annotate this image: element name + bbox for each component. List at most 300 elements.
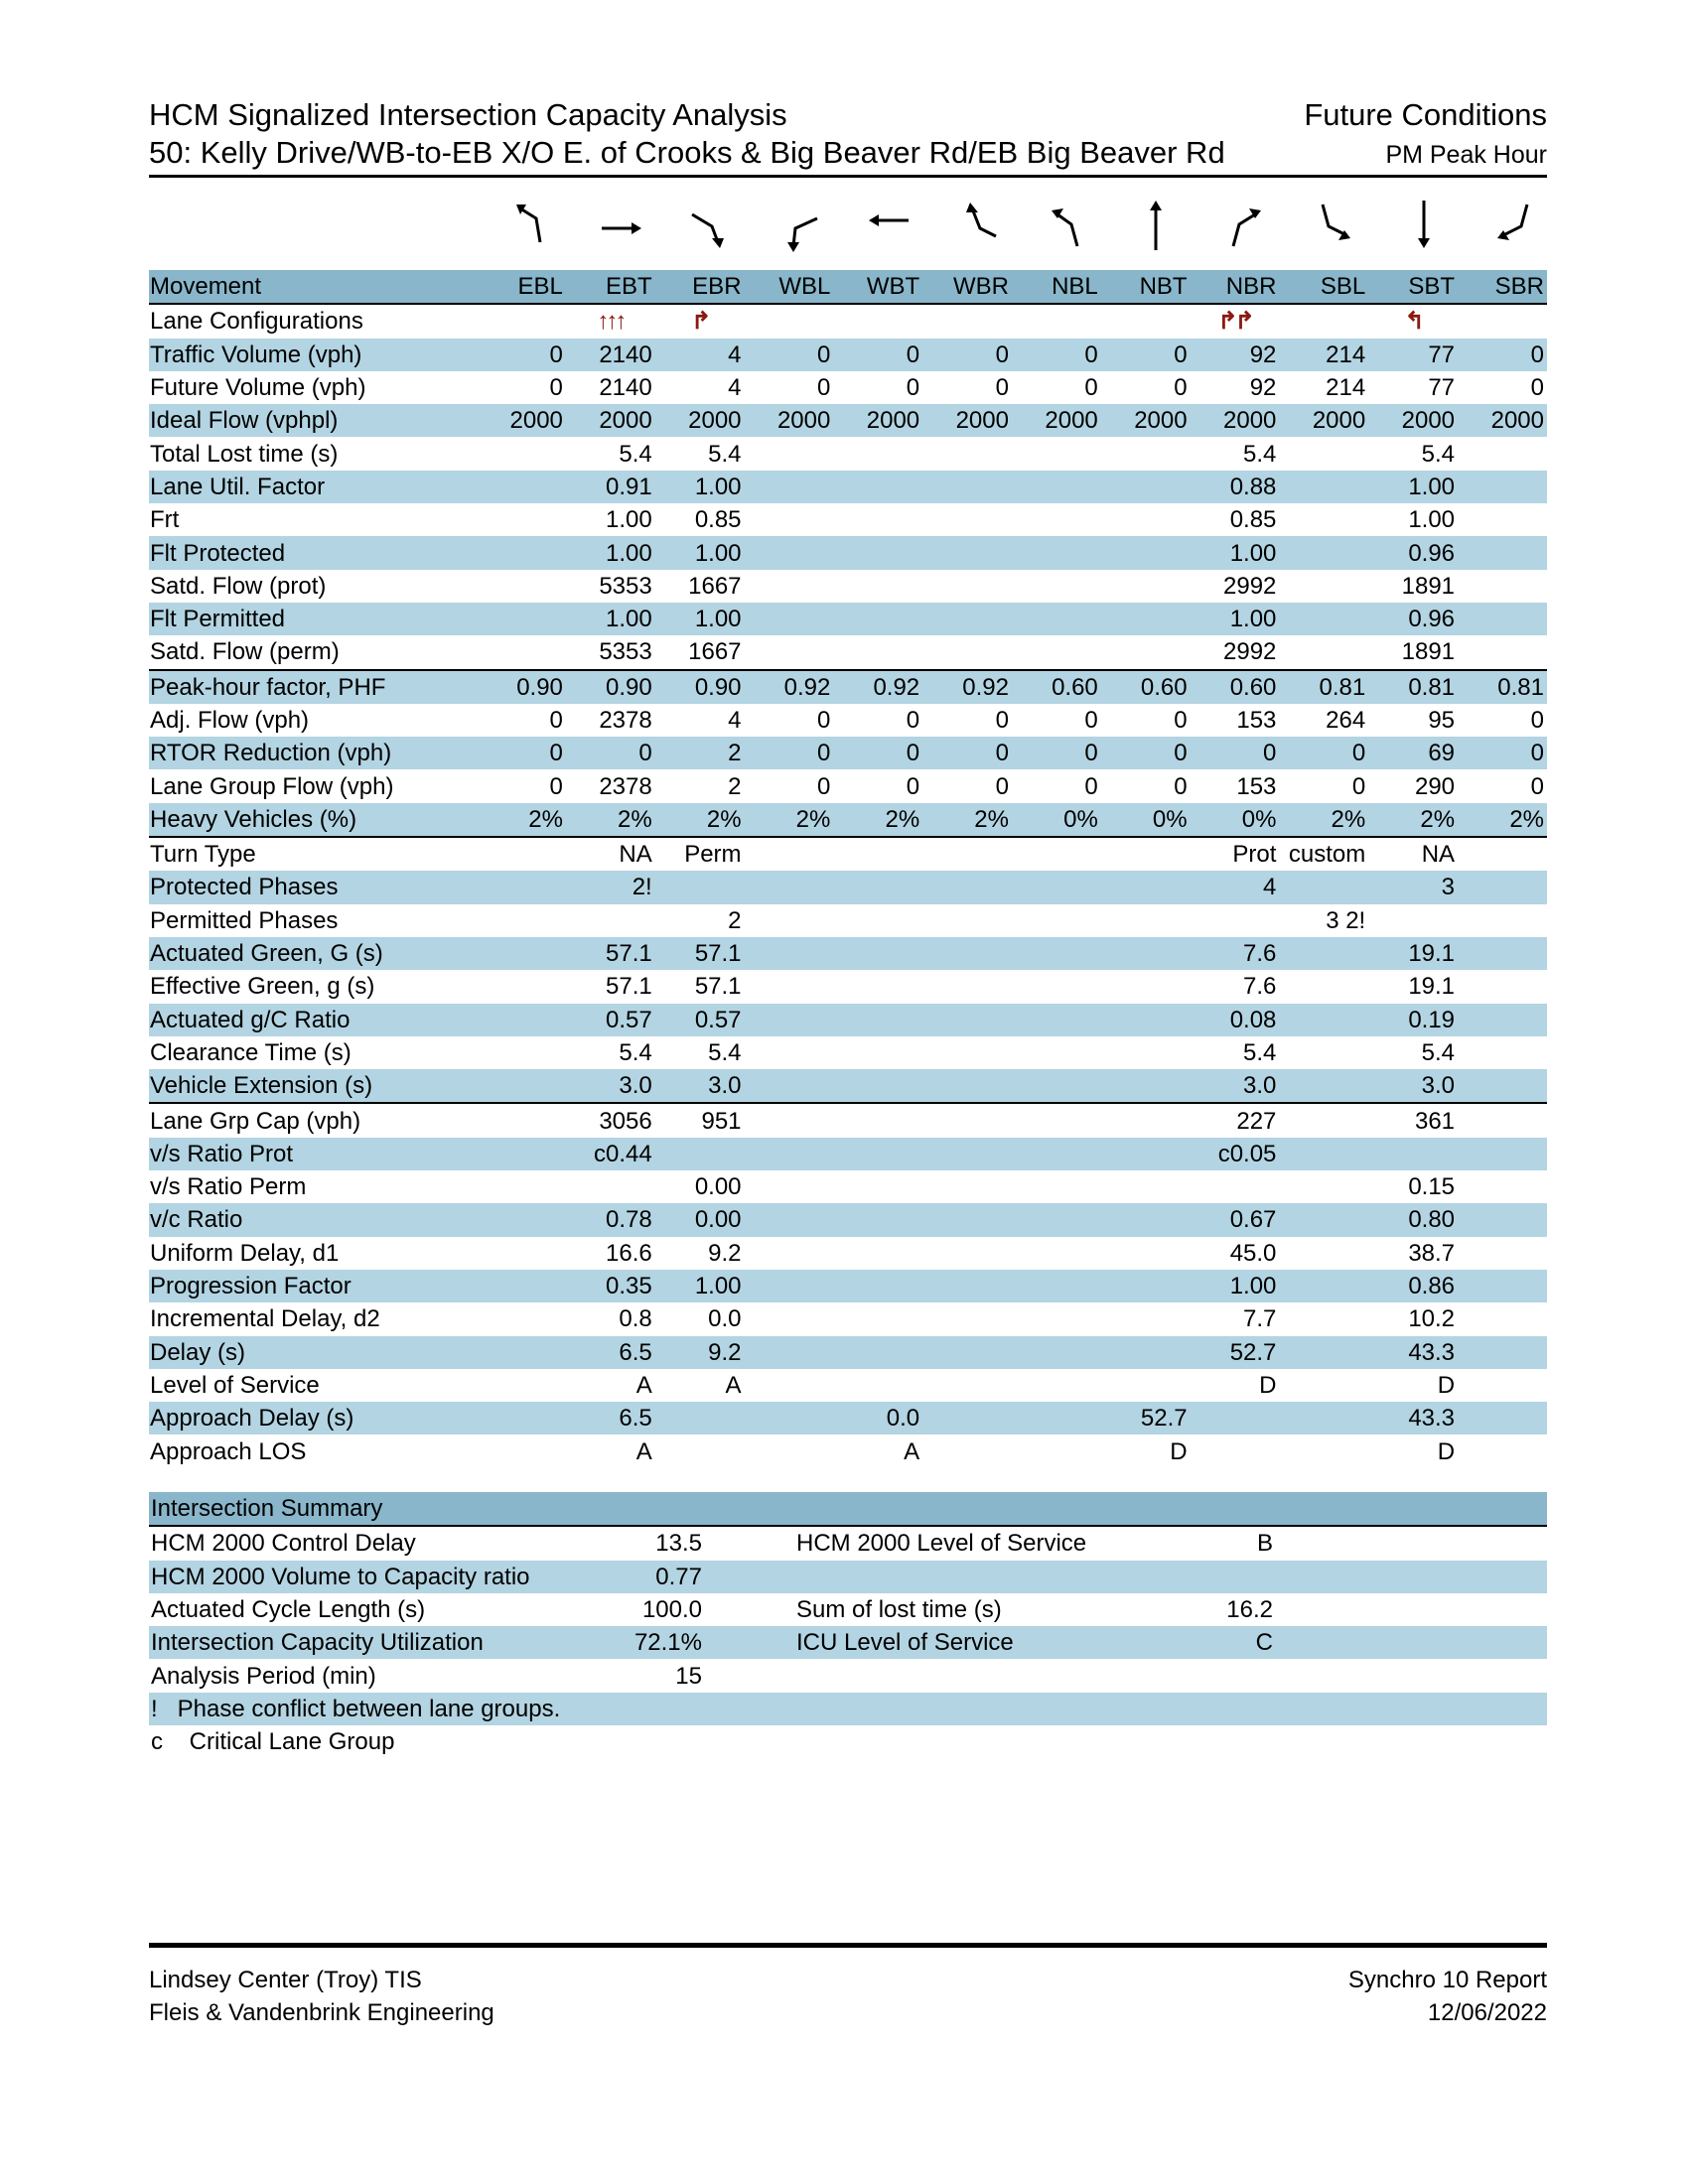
table-cell: 2992 (1223, 572, 1277, 600)
table-cell (1101, 1138, 1191, 1170)
table-cell (1012, 603, 1101, 635)
movement-header: SBL (1279, 270, 1368, 304)
table-cell: 69 (1368, 737, 1458, 769)
table-cell: 2% (1279, 803, 1368, 837)
table-cell (833, 1036, 922, 1069)
lane-config-icon: ↰ (1404, 308, 1422, 336)
table-cell: 7.7 (1243, 1305, 1277, 1333)
table-cell: 5.4 (619, 440, 652, 468)
lost-time-label: Sum of lost time (s) (796, 1596, 1002, 1624)
movement-header: SBR (1458, 270, 1547, 304)
table-cell (833, 871, 922, 903)
table-cell (1012, 1434, 1101, 1467)
table-cell (833, 1336, 922, 1369)
table-cell (1101, 904, 1191, 937)
table-cell (477, 1069, 566, 1103)
movement-header: EBT (566, 270, 655, 304)
table-cell (1101, 1036, 1191, 1069)
table-row (149, 635, 1547, 669)
table-cell: 0 (833, 339, 922, 371)
software-name: Synchro 10 Report (1347, 1967, 1547, 1993)
table-cell (833, 1138, 922, 1170)
table-cell: 2000 (1368, 404, 1458, 437)
table-row (149, 1434, 1547, 1467)
analysis-period: PM Peak Hour (1385, 141, 1547, 169)
row-label: Lane Grp Cap (vph) (149, 1103, 477, 1137)
table-cell: 4 (728, 707, 742, 734)
table-cell (477, 937, 566, 970)
table-cell (922, 1237, 1012, 1270)
table-cell: 1.00 (655, 1270, 745, 1302)
table-cell (922, 1369, 1012, 1402)
row-label: Lane Util. Factor (149, 471, 477, 503)
table-cell (922, 871, 1012, 903)
table-cell: 0.57 (566, 1004, 655, 1036)
table-cell (1279, 1237, 1368, 1270)
table-cell: 57.1 (606, 973, 652, 1001)
table-cell (1012, 1203, 1101, 1236)
table-cell (1012, 1036, 1101, 1069)
through-arrow-icon (1398, 195, 1450, 254)
table-cell (655, 1138, 745, 1170)
table-cell: 1.00 (1368, 471, 1458, 503)
table-row (149, 1103, 1547, 1137)
table-cell (745, 1203, 834, 1236)
row-label: Effective Green, g (s) (150, 973, 375, 1001)
table-cell: 2 (728, 906, 742, 934)
table-cell: 92 (1249, 374, 1277, 402)
table-cell: 0.90 (566, 670, 655, 704)
table-cell (1191, 904, 1280, 937)
table-cell: 3.0 (655, 1069, 745, 1103)
summary-row (149, 1526, 1547, 1560)
lane-config-label: Lane Configurations (150, 308, 363, 336)
table-cell: 1.00 (1191, 603, 1280, 635)
table-cell (1101, 837, 1191, 871)
table-cell: 0.60 (1191, 670, 1280, 704)
table-cell (655, 1434, 745, 1467)
table-cell: 0 (995, 772, 1009, 800)
table-cell: 0.19 (1368, 1004, 1458, 1036)
table-cell (1101, 1302, 1191, 1335)
table-cell (922, 635, 1012, 669)
table-cell (1012, 1336, 1101, 1369)
table-cell (1101, 1237, 1191, 1270)
row-label: Flt Permitted (149, 603, 477, 635)
table-cell (922, 1336, 1012, 1369)
row-label: v/s Ratio Prot (149, 1138, 477, 1170)
table-cell: c0.44 (566, 1138, 655, 1170)
row-label: Uniform Delay, d1 (150, 1239, 340, 1267)
right-turn-arrow-icon (684, 195, 736, 254)
table-cell (1279, 536, 1368, 569)
table-cell (745, 970, 834, 1003)
table-cell: 0.00 (655, 1203, 745, 1236)
intersection-name: 50: Kelly Drive/WB-to-EB X/O E. of Crooks & Big Beaver Rd/EB Big Beaver Rd (149, 135, 1225, 170)
table-cell (1012, 437, 1101, 470)
table-cell (1279, 437, 1368, 470)
table-cell (1012, 635, 1101, 669)
row-label: Frt (150, 506, 180, 534)
table-cell: 2 (655, 737, 745, 769)
table-cell (1101, 1069, 1191, 1103)
right-turn-arrow-icon (1219, 195, 1271, 254)
row-label: Adj. Flow (vph) (150, 707, 310, 734)
movement-header: WBR (922, 270, 1012, 304)
table-cell (1458, 1270, 1547, 1302)
table-cell (1101, 536, 1191, 569)
table-cell (1101, 970, 1191, 1003)
table-cell: 2378 (599, 707, 652, 734)
table-row (149, 737, 1547, 769)
table-cell: 0 (745, 339, 834, 371)
table-cell: A (635, 1371, 652, 1399)
table-cell (833, 837, 922, 871)
row-label: Flt Protected (149, 536, 477, 569)
table-cell: 57.1 (694, 973, 742, 1001)
table-cell: 1891 (1401, 572, 1456, 600)
table-cell (745, 837, 834, 871)
table-cell: 1.00 (655, 536, 745, 569)
row-label: Ideal Flow (vphpl) (149, 404, 477, 437)
table-cell: 95 (1428, 707, 1456, 734)
row-label: Satd. Flow (prot) (150, 572, 327, 600)
row-label: v/s Ratio Perm (150, 1173, 307, 1201)
table-cell (1012, 1138, 1101, 1170)
table-cell: 5.4 (1421, 1038, 1456, 1066)
table-cell: 951 (655, 1103, 745, 1137)
table-cell (1458, 1434, 1547, 1467)
table-cell (477, 1170, 566, 1203)
table-cell: 9.2 (655, 1336, 745, 1369)
table-cell (833, 1069, 922, 1103)
table-cell: 0 (1530, 707, 1544, 734)
summary-row (149, 1593, 1547, 1626)
table-cell (1458, 937, 1547, 970)
table-cell: 153 (1236, 772, 1277, 800)
table-cell: 227 (1191, 1103, 1280, 1137)
table-cell (1279, 503, 1368, 536)
table-cell (1101, 503, 1191, 536)
table-cell: Prot (1191, 837, 1280, 871)
table-cell: 0.08 (1191, 1004, 1280, 1036)
table-cell (1458, 871, 1547, 903)
table-cell (1279, 1170, 1368, 1203)
table-cell (477, 536, 566, 569)
table-cell (1012, 1004, 1101, 1036)
table-cell (745, 1036, 834, 1069)
summary-note-row (149, 1725, 1547, 1758)
table-cell (745, 1369, 834, 1402)
table-cell (922, 1069, 1012, 1103)
table-cell (833, 937, 922, 970)
row-label: Approach Delay (s) (149, 1402, 477, 1434)
table-cell: 0 (1530, 374, 1544, 402)
table-cell (922, 1138, 1012, 1170)
table-cell (922, 904, 1012, 937)
table-cell (745, 871, 834, 903)
table-cell (1101, 471, 1191, 503)
table-cell: 7.6 (1243, 973, 1277, 1001)
table-cell: 0.96 (1368, 603, 1458, 635)
table-cell (1012, 904, 1101, 937)
row-label: Clearance Time (s) (150, 1038, 352, 1066)
table-cell (1012, 1369, 1101, 1402)
row-label: Incremental Delay, d2 (150, 1305, 380, 1333)
summary-row (149, 1626, 1547, 1659)
table-cell (1279, 937, 1368, 970)
table-cell (745, 437, 834, 470)
table-row (149, 570, 1547, 603)
table-cell: A (904, 1437, 920, 1465)
table-cell (745, 1103, 834, 1137)
lane-config-row (149, 304, 1547, 338)
table-cell: 0.0 (708, 1305, 742, 1333)
lane-config-icon: ↱↱ (1217, 308, 1252, 336)
table-cell (833, 1203, 922, 1236)
table-cell: 2378 (599, 772, 652, 800)
table-cell: 2! (566, 871, 655, 903)
table-cell: 5.4 (708, 440, 742, 468)
table-cell (477, 570, 566, 603)
table-cell (922, 1004, 1012, 1036)
table-cell (1101, 1004, 1191, 1036)
table-cell (745, 937, 834, 970)
row-label: Traffic Volume (vph) (149, 339, 477, 371)
table-cell: 0.60 (1012, 670, 1101, 704)
table-cell: 2140 (599, 374, 652, 402)
table-cell: 0 (906, 707, 920, 734)
table-row (149, 339, 1547, 371)
table-cell: 2000 (1279, 404, 1368, 437)
table-cell: D (1259, 1371, 1277, 1399)
table-cell: 2140 (566, 339, 655, 371)
table-row (149, 937, 1547, 970)
table-cell (1101, 570, 1191, 603)
table-cell (1101, 1336, 1191, 1369)
table-cell: 4 (728, 374, 742, 402)
table-cell (477, 1302, 566, 1335)
table-row (149, 1270, 1547, 1302)
table-row (149, 1203, 1547, 1236)
table-cell: 2000 (1458, 404, 1547, 437)
table-cell (1101, 1270, 1191, 1302)
table-cell (1458, 437, 1547, 470)
table-cell: c0.05 (1191, 1138, 1280, 1170)
table-cell (1279, 1203, 1368, 1236)
table-cell: 0.86 (1368, 1270, 1458, 1302)
movement-table (149, 270, 1547, 1468)
icu-los-value: C (1182, 1626, 1276, 1659)
table-cell: 6.5 (566, 1402, 655, 1434)
table-row (149, 704, 1547, 737)
table-cell: 0.81 (1458, 670, 1547, 704)
table-cell (922, 937, 1012, 970)
table-cell (1101, 1170, 1191, 1203)
table-cell: 0.8 (619, 1305, 652, 1333)
table-cell (745, 570, 834, 603)
row-label: Lane Group Flow (vph) (150, 772, 394, 800)
table-cell (745, 1237, 834, 1270)
lost-time-value: 16.2 (1226, 1596, 1273, 1624)
project-name: Lindsey Center (Troy) TIS (149, 1967, 422, 1993)
table-row (149, 603, 1547, 635)
table-cell: 0 (1012, 339, 1101, 371)
table-cell (922, 837, 1012, 871)
table-cell (833, 1103, 922, 1137)
table-cell: 3.0 (566, 1069, 655, 1103)
row-label: Actuated g/C Ratio (149, 1004, 477, 1036)
row-label: Level of Service (150, 1371, 320, 1399)
table-row (149, 1069, 1547, 1103)
table-cell: 0 (1174, 374, 1188, 402)
row-label: Protected Phases (149, 871, 477, 903)
table-cell (745, 1270, 834, 1302)
table-cell: 2% (833, 803, 922, 837)
table-cell: 0 (566, 737, 655, 769)
table-row (149, 503, 1547, 536)
table-cell: 2% (1368, 803, 1458, 837)
row-label: Satd. Flow (perm) (150, 638, 340, 666)
table-cell: 0 (1279, 737, 1368, 769)
table-cell: 214 (1279, 339, 1368, 371)
table-cell: 0.85 (694, 506, 742, 534)
table-cell: D (1437, 1371, 1456, 1399)
left-turn-arrow-icon (506, 195, 558, 254)
table-row (149, 1138, 1547, 1170)
table-row (149, 371, 1547, 404)
control-delay-label: HCM 2000 Control Delay (151, 1530, 416, 1558)
table-cell: 0 (906, 374, 920, 402)
table-cell: 92 (1191, 339, 1280, 371)
table-cell: 0.85 (1229, 506, 1277, 534)
table-cell (477, 635, 566, 669)
table-cell (833, 1302, 922, 1335)
table-cell (1012, 871, 1101, 903)
table-cell: A (635, 1437, 652, 1465)
row-label: Heavy Vehicles (%) (149, 803, 477, 837)
table-cell (1012, 1302, 1101, 1335)
table-cell (1458, 904, 1547, 937)
table-cell: 43.3 (1368, 1336, 1458, 1369)
table-cell: 2000 (1101, 404, 1191, 437)
table-cell: 264 (1326, 707, 1366, 734)
table-cell: 1.00 (655, 603, 745, 635)
table-cell: 0 (549, 707, 563, 734)
row-label: Future Volume (vph) (150, 374, 366, 402)
table-cell: 0 (833, 737, 922, 769)
cycle-length-label: Actuated Cycle Length (s) (151, 1596, 426, 1624)
table-cell: 0.92 (833, 670, 922, 704)
table-cell: 0% (1012, 803, 1101, 837)
table-cell (745, 1402, 834, 1434)
table-cell (477, 1434, 566, 1467)
table-cell: 0 (1174, 707, 1188, 734)
table-cell (833, 970, 922, 1003)
table-cell (1458, 503, 1547, 536)
table-cell (1279, 1004, 1368, 1036)
table-cell: 1667 (688, 572, 742, 600)
row-label: Approach LOS (150, 1437, 307, 1465)
row-label: Permitted Phases (150, 906, 339, 934)
table-cell: 0.57 (655, 1004, 745, 1036)
table-cell: 57.1 (566, 937, 655, 970)
table-cell (477, 1004, 566, 1036)
table-cell (1012, 837, 1101, 871)
left-turn-arrow-icon (1309, 195, 1360, 254)
table-cell: 19.1 (1408, 973, 1456, 1001)
table-cell: 0.78 (566, 1203, 655, 1236)
table-cell: 1.00 (1408, 506, 1456, 534)
table-cell: 2000 (655, 404, 745, 437)
table-cell: 0.35 (566, 1270, 655, 1302)
table-cell: 52.7 (1101, 1402, 1191, 1434)
table-cell (745, 1004, 834, 1036)
table-cell: 45.0 (1229, 1239, 1277, 1267)
table-cell (1191, 1402, 1280, 1434)
table-cell: 5353 (599, 572, 652, 600)
table-cell (1101, 937, 1191, 970)
table-cell (1458, 471, 1547, 503)
table-cell: 57.1 (655, 937, 745, 970)
table-cell (477, 1138, 566, 1170)
table-cell: 5.4 (1243, 440, 1277, 468)
lane-config-icon: ↑↑↑ (597, 308, 625, 336)
control-delay-value: 13.5 (655, 1530, 702, 1558)
table-cell (922, 1170, 1012, 1203)
lane-config-cell (922, 304, 1012, 338)
table-cell: 1.00 (566, 603, 655, 635)
cycle-length-value: 100.0 (641, 1596, 702, 1624)
table-cell: 0.15 (1408, 1173, 1456, 1201)
table-cell (1458, 1069, 1547, 1103)
table-cell (477, 1103, 566, 1137)
table-cell: 0 (745, 737, 834, 769)
table-cell (1279, 1336, 1368, 1369)
table-cell (745, 1302, 834, 1335)
table-cell: 361 (1368, 1103, 1458, 1137)
table-cell: custom (1279, 837, 1368, 871)
row-label: Actuated Green, G (s) (149, 937, 477, 970)
report-date: 12/06/2022 (1427, 1999, 1547, 2026)
table-cell: 214 (1326, 374, 1366, 402)
table-cell: 0 (1084, 707, 1098, 734)
table-cell (1458, 1004, 1547, 1036)
table-cell: D (1437, 1437, 1456, 1465)
table-cell (477, 1036, 566, 1069)
table-cell (1279, 635, 1368, 669)
table-cell (1101, 1369, 1191, 1402)
table-cell: 0 (995, 374, 1009, 402)
summary-row (149, 1659, 1547, 1692)
table-cell (922, 1402, 1012, 1434)
table-cell (1101, 603, 1191, 635)
table-cell (833, 904, 922, 937)
icu-los-label: ICU Level of Service (794, 1626, 1182, 1659)
left-turn-arrow-icon (774, 195, 825, 254)
table-cell (1458, 1103, 1547, 1137)
table-cell: 0.92 (922, 670, 1012, 704)
table-cell: 77 (1428, 374, 1456, 402)
table-cell: 3 (1368, 871, 1458, 903)
table-cell: 2% (922, 803, 1012, 837)
table-cell (833, 1004, 922, 1036)
movement-header: NBR (1191, 270, 1280, 304)
table-cell: 0.0 (833, 1402, 922, 1434)
table-cell (833, 437, 922, 470)
lane-config-cell (1101, 304, 1191, 338)
table-cell (1012, 1170, 1101, 1203)
